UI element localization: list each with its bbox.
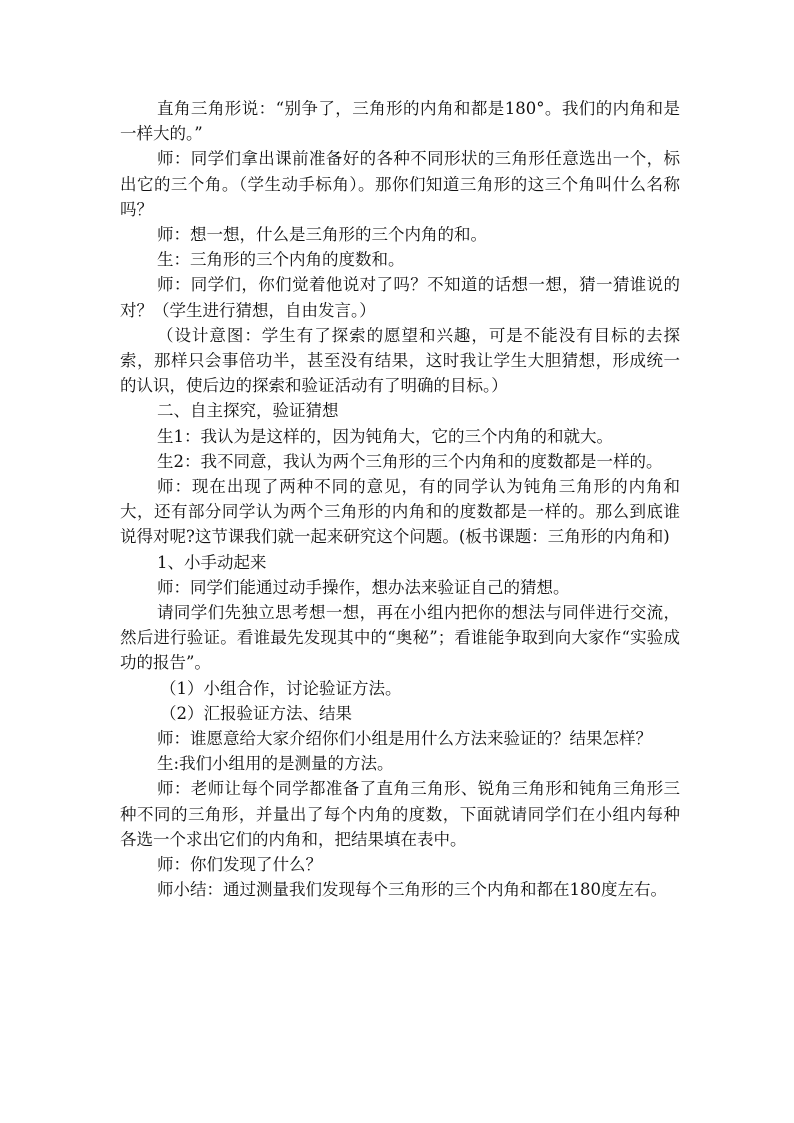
paragraph-student-measure: 生:我们小组用的是测量的方法。	[157, 754, 394, 774]
document-body	[120, 96, 680, 903]
paragraph-teacher-select-triangle: 师：同学们拿出课前准备好的各种不同形状的三角形任意选出一个，标出它的三个角。（学生动手标角）。那你们知道三角形的这三个角叫什么名称吗？	[120, 149, 680, 219]
section-heading-explore: 二、自主探究，验证猜想	[157, 401, 339, 421]
paragraph-teacher-think: 师：想一想，什么是三角形的三个内角的和。	[157, 225, 487, 245]
paragraph-teacher-verify: 师：同学们能通过动手操作，想办法来验证自己的猜想。	[157, 577, 570, 597]
paragraph-student-answer: 生：三角形的三个内角的度数和。	[157, 250, 405, 270]
paragraph-teacher-two-opinions: 师：现在出现了两种不同的意见，有的同学认为钝角三角形的内角和大，还有部分同学认为两个三角形的内角和的度数都是一样的。那么到底谁说得对呢?这节课我们就一起来研究这个问题。(板书课题：三角形的内角和)	[120, 477, 680, 547]
paragraph-student-2: 生2：我不同意，我认为两个三角形的三个内角和的度数都是一样的。	[157, 451, 663, 471]
paragraph-teacher-summary: 师小结：通过测量我们发现每个三角形的三个内角和都在180度左右。	[157, 880, 667, 900]
paragraph-student-1: 生1：我认为是这样的，因为钝角大，它的三个内角的和就大。	[157, 426, 613, 446]
paragraph-right-triangle-says: 直角三角形说：“别争了，三角形的内角和都是180°。我们的内角和是一样大的。”	[120, 99, 680, 144]
paragraph-teacher-what-found: 师：你们发现了什么？	[157, 855, 322, 875]
paragraph-teacher-who-introduces: 师：谁愿意给大家介绍你们小组是用什么方法来验证的？结果怎样？	[157, 729, 652, 749]
subheading-hands-on: 1、小手动起来	[157, 552, 267, 572]
paragraph-design-intent: （设计意图：学生有了探索的愿望和兴趣，可是不能没有目标的去探索，那样只会事倍功半，甚至没有结果，这时我让学生大胆猜想，形成统一的认识，使后边的探索和验证活动有了明确的目标。）	[120, 325, 680, 396]
paragraph-group-exchange: 请同学们先独立思考想一想，再在小组内把你的想法与同伴进行交流，然后进行验证。看谁最先发现其中的“奥秘”；看谁能争取到向大家作“实验成功的报告”。	[120, 603, 680, 673]
paragraph-teacher-guess: 师：同学们，你们觉着他说对了吗？不知道的话想一想，猜一猜谁说的对？（学生进行猜想，自由发言。）	[120, 275, 680, 320]
paragraph-teacher-prepared-triangles: 师：老师让每个同学都准备了直角三角形、锐角三角形和钝角三角形三种不同的三角形，并量出了每个内角的度数，下面就请同学们在小组内每种各选一个求出它们的内角和，把结果填在表中。	[120, 779, 680, 849]
list-item-report-results: （2）汇报验证方法、结果	[160, 703, 352, 723]
list-item-group-cooperation: （1）小组合作，讨论验证方法。	[160, 678, 402, 698]
